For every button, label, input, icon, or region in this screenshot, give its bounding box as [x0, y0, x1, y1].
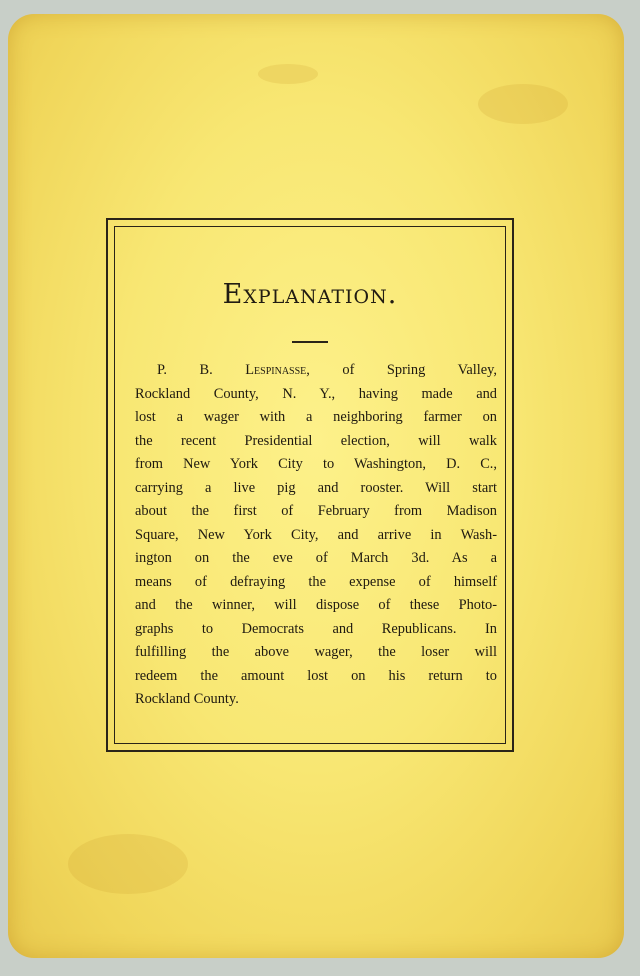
paragraph-line: Square, New York City, and arrive in Wash- — [135, 526, 497, 543]
paragraph-line: Rockland County, N. Y., having made and — [135, 385, 497, 402]
paragraph-line: graphs to Democrats and Republicans. In — [135, 620, 497, 637]
paragraph-line: lost a wager with a neighboring farmer on — [135, 409, 497, 425]
paragraph-line: the recent Presidential election, will walk — [135, 432, 497, 449]
paragraph-line: Rockland County. — [135, 691, 239, 707]
paragraph-line-1 — [135, 359, 497, 383]
card-back — [8, 14, 624, 958]
paper-stain — [258, 64, 318, 84]
text-frame — [106, 218, 514, 752]
line-text: of Spring Valley, — [309, 362, 498, 378]
paragraph-line: and the winner, will dispose of these Photo- — [135, 597, 497, 613]
paragraph-line: redeem the amount lost on his return to — [135, 667, 497, 684]
heading: Explanation. — [222, 279, 398, 310]
paragraph-line: about the first of February from Madison — [135, 503, 497, 519]
paragraph-line: carrying a live pig and rooster. Will start — [135, 479, 497, 496]
text-frame-inner — [114, 226, 506, 744]
paragraph-line: ington on the eve of March 3d. As a — [135, 550, 497, 566]
paragraph-line: from New York City to Washington, D. C., — [135, 456, 497, 472]
paragraph-line: means of defraying the expense of himself — [135, 573, 497, 590]
body-paragraph — [135, 359, 497, 712]
divider-rule — [292, 341, 328, 343]
paper-stain — [68, 834, 188, 894]
paper-stain — [478, 84, 568, 124]
person-name: P. B. Lespinasse, — [157, 362, 310, 378]
paragraph-line: fulfilling the above wager, the loser will — [135, 644, 497, 660]
